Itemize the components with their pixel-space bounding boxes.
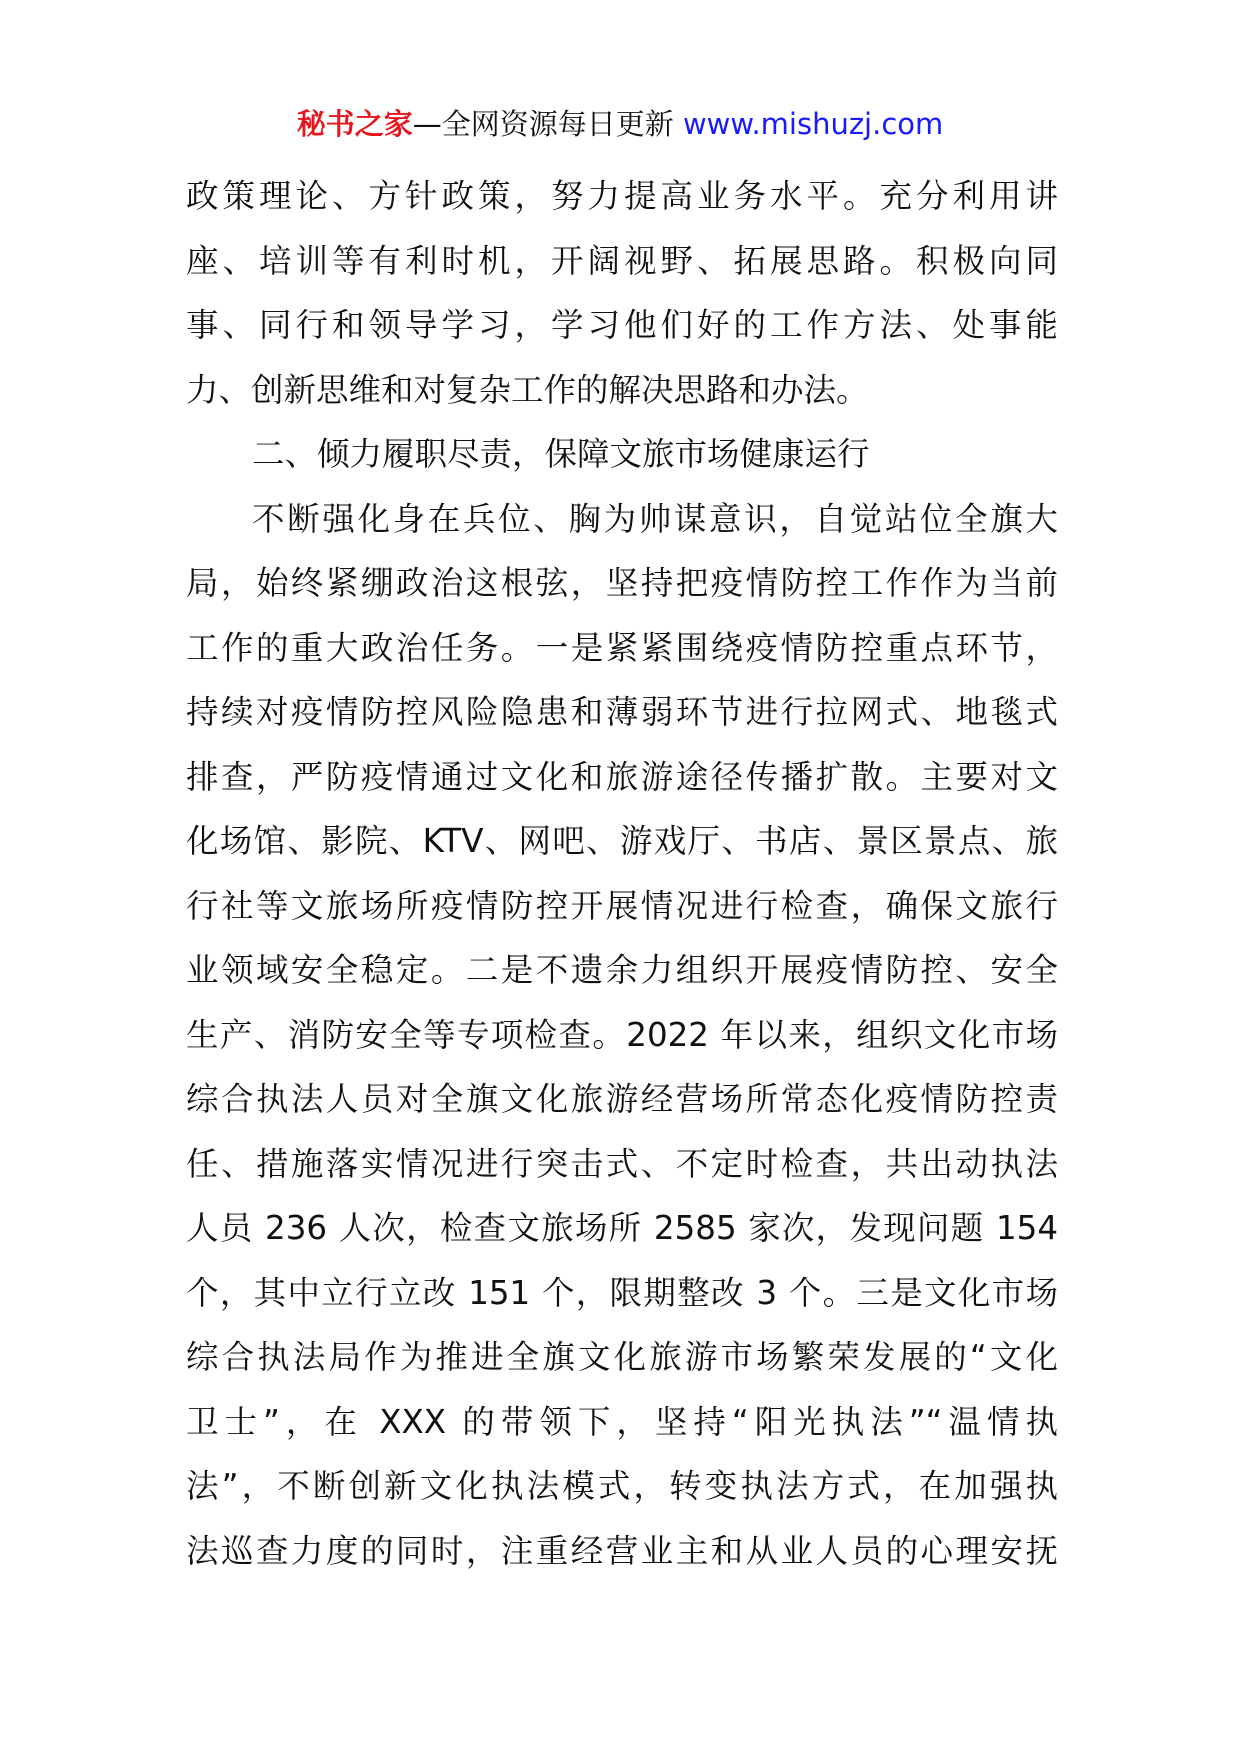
- document-body: [186, 164, 1058, 1583]
- text-line: 生产、消防安全等专项检查。2022 年以来，组织文化市场: [186, 1015, 1058, 1054]
- text-line: 业领域安全稳定。二是不遗余力组织开展疫情防控、安全: [186, 951, 1058, 989]
- text-line: 不断强化身在兵位、胸为帅谋意识，自觉站位全旗大: [252, 499, 1058, 538]
- text-line: 人员 236 人次，检查文旅场所 2585 家次，发现问题 154: [186, 1209, 1058, 1247]
- text-line: 卫士”，在 XXX 的带领下，坚持“阳光执法”“温情执: [186, 1402, 1058, 1441]
- site-header: [0, 102, 1240, 146]
- text-line: 个，其中立行立改 151 个，限期整改 3 个。三是文化市场: [186, 1273, 1058, 1312]
- text-line: 行社等文旅场所疫情防控开展情况进行检查，确保文旅行: [186, 886, 1058, 925]
- text-line: 事、同行和领导学习，学习他们好的工作方法、处事能: [186, 306, 1058, 344]
- text-line: 化场馆、影院、KTV、网吧、游戏厅、书店、景区景点、旅: [186, 822, 1058, 860]
- text-line: 法巡查力度的同时，注重经营业主和从业人员的心理安抚: [186, 1531, 1058, 1570]
- text-line: 政策理论、方针政策，努力提高业务水平。充分利用讲: [186, 177, 1058, 215]
- text-line: 局，始终紧绷政治这根弦，坚持把疫情防控工作作为当前: [186, 564, 1058, 602]
- text-line: 任、措施落实情况进行突击式、不定时检查，共出动执法: [186, 1144, 1058, 1183]
- text-line: 座、培训等有利时机，开阔视野、拓展思路。积极向同: [186, 241, 1058, 280]
- text-line: 排查，严防疫情通过文化和旅游途径传播扩散。主要对文: [186, 757, 1058, 796]
- text-line: 法”，不断创新文化执法模式，转变执法方式，在加强执: [186, 1467, 1058, 1505]
- brand-name: 秘书之家: [296, 107, 413, 141]
- text-line: 综合执法局作为推进全旗文化旅游市场繁荣发展的“文化: [186, 1338, 1058, 1376]
- section-heading: 二、倾力履职尽责，保障文旅市场健康运行: [252, 435, 870, 473]
- text-line: 综合执法人员对全旗文化旅游经营场所常态化疫情防控责: [186, 1080, 1058, 1118]
- site-url-link[interactable]: www.mishuzj.com: [682, 107, 944, 141]
- text-line: 力、创新思维和对复杂工作的解决思路和办法。: [186, 370, 869, 409]
- text-line: 工作的重大政治任务。一是紧紧围绕疫情防控重点环节，: [186, 628, 1058, 667]
- text-line: 持续对疫情防控风险隐患和薄弱环节进行拉网式、地毯式: [186, 693, 1058, 731]
- header-tagline: —全网资源每日更新: [412, 107, 674, 141]
